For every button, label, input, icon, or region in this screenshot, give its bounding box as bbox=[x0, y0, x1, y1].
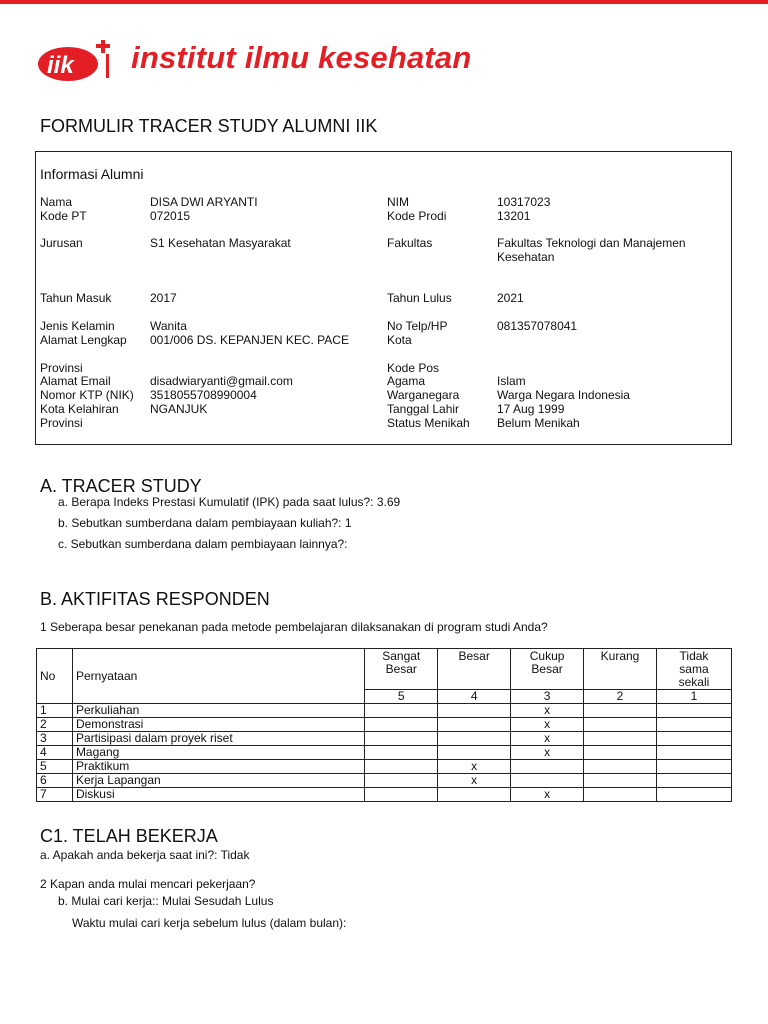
rating-cell bbox=[438, 718, 511, 732]
table-row bbox=[37, 774, 732, 788]
rating-cell bbox=[365, 746, 438, 760]
header-pernyataan: Pernyataan bbox=[72, 649, 364, 704]
row-no: 1 bbox=[37, 704, 73, 718]
table-row bbox=[37, 788, 732, 802]
scale-value-5: 5 bbox=[365, 690, 438, 704]
institute-name: institut ilmu kesehatan bbox=[131, 40, 472, 75]
rating-cell bbox=[656, 774, 731, 788]
tahun-masuk-label: Tahun Masuk bbox=[40, 291, 112, 305]
fakultas-value: Fakultas Teknologi dan Manajemen Kesehatan bbox=[497, 236, 686, 264]
rating-cell bbox=[584, 746, 657, 760]
row-pernyataan: Magang bbox=[72, 746, 364, 760]
question-ipk: a. Berapa Indeks Prestasi Kumulatif (IPK) pada saat lulus?: 3.69 bbox=[58, 495, 401, 509]
rating-cell: x bbox=[511, 746, 584, 760]
provinsi2-label: Provinsi bbox=[40, 416, 83, 430]
jenis-kelamin-value: Wanita bbox=[150, 319, 187, 333]
rating-cell bbox=[584, 718, 657, 732]
section-a-title: A. TRACER STUDY bbox=[40, 476, 202, 496]
section-b-title: B. AKTIFITAS RESPONDEN bbox=[40, 589, 270, 609]
row-pernyataan: Praktikum bbox=[72, 760, 364, 774]
ktp-value: 3518055708990004 bbox=[150, 388, 257, 402]
row-no: 3 bbox=[37, 732, 73, 746]
section-c1-title: C1. TELAH BEKERJA bbox=[40, 826, 218, 846]
tahun-lulus-value: 2021 bbox=[497, 291, 524, 305]
email-label: Alamat Email bbox=[40, 374, 111, 388]
agama-label: Agama bbox=[387, 374, 426, 388]
header-kurang: Kurang bbox=[584, 649, 657, 690]
jenis-kelamin-label: Jenis Kelamin bbox=[40, 319, 115, 333]
tahun-masuk-value: 2017 bbox=[150, 291, 177, 305]
header-no: No bbox=[37, 649, 73, 704]
rating-cell bbox=[656, 718, 731, 732]
rating-cell bbox=[656, 704, 731, 718]
kode-prodi-value: 13201 bbox=[497, 209, 531, 223]
table-row bbox=[37, 732, 732, 746]
nama-label: Nama bbox=[40, 195, 73, 209]
kota-lahir-value: NGANJUK bbox=[150, 402, 208, 416]
alumni-info-heading: Informasi Alumni bbox=[40, 166, 144, 182]
warganegara-label: Warganegara bbox=[387, 388, 460, 402]
rating-cell: x bbox=[511, 732, 584, 746]
rating-cell bbox=[584, 732, 657, 746]
rating-cell: x bbox=[511, 704, 584, 718]
question-sumberdana-lainnya: c. Sebutkan sumberdana dalam pembiayaan lainnya?: bbox=[58, 537, 348, 551]
kode-pt-label: Kode PT bbox=[40, 209, 87, 223]
scale-value-3: 3 bbox=[511, 690, 584, 704]
tahun-lulus-label: Tahun Lulus bbox=[387, 291, 452, 305]
question-metode-pembelajaran: 1 Seberapa besar penekanan pada metode pembelajaran dilaksanakan di program studi Anda? bbox=[40, 620, 548, 634]
rating-table bbox=[36, 648, 732, 802]
rating-cell bbox=[365, 718, 438, 732]
header-sangat-besar: Sangat Besar bbox=[365, 649, 438, 690]
alamat-label: Alamat Lengkap bbox=[40, 333, 127, 347]
rating-cell bbox=[365, 760, 438, 774]
row-pernyataan: Diskusi bbox=[72, 788, 364, 802]
rating-cell bbox=[438, 788, 511, 802]
rating-cell: x bbox=[438, 774, 511, 788]
status-menikah-label: Status Menikah bbox=[387, 416, 470, 430]
nim-label: NIM bbox=[387, 195, 409, 209]
rating-cell bbox=[438, 704, 511, 718]
header-besar: Besar bbox=[438, 649, 511, 690]
ktp-label: Nomor KTP (NIK) bbox=[40, 388, 134, 402]
rating-cell bbox=[656, 732, 731, 746]
row-no: 2 bbox=[37, 718, 73, 732]
kode-pt-value: 072015 bbox=[150, 209, 191, 223]
tanggal-lahir-label: Tanggal Lahir bbox=[387, 402, 460, 416]
rating-cell bbox=[584, 774, 657, 788]
svg-text:iik: iik bbox=[47, 52, 74, 79]
rating-cell: x bbox=[511, 788, 584, 802]
rating-cell bbox=[438, 732, 511, 746]
rating-table-body bbox=[37, 704, 732, 802]
provinsi-label: Provinsi bbox=[40, 361, 83, 375]
rating-cell bbox=[656, 746, 731, 760]
question-waktu-mulai: Waktu mulai cari kerja sebelum lulus (dalam bulan): bbox=[72, 916, 347, 930]
alamat-value: 001/006 DS. KEPANJEN KEC. PACE bbox=[150, 333, 349, 347]
rating-cell bbox=[584, 788, 657, 802]
agama-value: Islam bbox=[497, 374, 526, 388]
table-row bbox=[37, 746, 732, 760]
rating-cell bbox=[365, 774, 438, 788]
rating-cell bbox=[511, 760, 584, 774]
no-telp-value: 081357078041 bbox=[497, 319, 578, 333]
warganegara-value: Warga Negara Indonesia bbox=[497, 388, 630, 402]
kota-lahir-label: Kota Kelahiran bbox=[40, 402, 119, 416]
kota-label: Kota bbox=[387, 333, 412, 347]
iik-logo bbox=[38, 40, 118, 82]
scale-value-2: 2 bbox=[584, 690, 657, 704]
question-sumberdana-kuliah: b. Sebutkan sumberdana dalam pembiayaan kuliah?: 1 bbox=[58, 516, 352, 530]
nama-value: DISA DWI ARYANTI bbox=[150, 195, 258, 209]
row-no: 5 bbox=[37, 760, 73, 774]
rating-cell bbox=[511, 774, 584, 788]
question-mulai-mencari: 2 Kapan anda mulai mencari pekerjaan? bbox=[40, 877, 256, 891]
question-bekerja-saat-ini: a. Apakah anda bekerja saat ini?: Tidak bbox=[40, 848, 250, 862]
row-no: 4 bbox=[37, 746, 73, 760]
top-brand-bar bbox=[0, 0, 768, 4]
row-pernyataan: Kerja Lapangan bbox=[72, 774, 364, 788]
rating-cell: x bbox=[438, 760, 511, 774]
rating-cell bbox=[438, 746, 511, 760]
header-tidak-sama-sekali: Tidak sama sekali bbox=[656, 649, 731, 690]
rating-cell bbox=[365, 788, 438, 802]
scale-value-1: 1 bbox=[656, 690, 731, 704]
rating-cell bbox=[656, 788, 731, 802]
kode-prodi-label: Kode Prodi bbox=[387, 209, 447, 223]
form-title: FORMULIR TRACER STUDY ALUMNI IIK bbox=[40, 116, 378, 136]
jurusan-label: Jurusan bbox=[40, 236, 83, 250]
row-no: 7 bbox=[37, 788, 73, 802]
row-no: 6 bbox=[37, 774, 73, 788]
row-pernyataan: Partisipasi dalam proyek riset bbox=[72, 732, 364, 746]
table-row bbox=[37, 704, 732, 718]
table-row bbox=[37, 760, 732, 774]
nim-value: 10317023 bbox=[497, 195, 551, 209]
scale-value-4: 4 bbox=[438, 690, 511, 704]
status-menikah-value: Belum Menikah bbox=[497, 416, 580, 430]
fakultas-label: Fakultas bbox=[387, 236, 433, 250]
rating-cell bbox=[656, 760, 731, 774]
row-pernyataan: Perkuliahan bbox=[72, 704, 364, 718]
rating-cell bbox=[365, 704, 438, 718]
no-telp-label: No Telp/HP bbox=[387, 319, 448, 333]
header-cukup-besar: Cukup Besar bbox=[511, 649, 584, 690]
table-row bbox=[37, 718, 732, 732]
kode-pos-label: Kode Pos bbox=[387, 361, 440, 375]
row-pernyataan: Demonstrasi bbox=[72, 718, 364, 732]
jurusan-value: S1 Kesehatan Masyarakat bbox=[150, 236, 291, 250]
email-value: disadwiaryanti@gmail.com bbox=[150, 374, 293, 388]
rating-cell bbox=[365, 732, 438, 746]
rating-cell bbox=[584, 704, 657, 718]
question-mulai-cari-kerja: b. Mulai cari kerja:: Mulai Sesudah Lulus bbox=[58, 894, 274, 908]
tanggal-lahir-value: 17 Aug 1999 bbox=[497, 402, 565, 416]
rating-cell bbox=[584, 760, 657, 774]
rating-cell: x bbox=[511, 718, 584, 732]
